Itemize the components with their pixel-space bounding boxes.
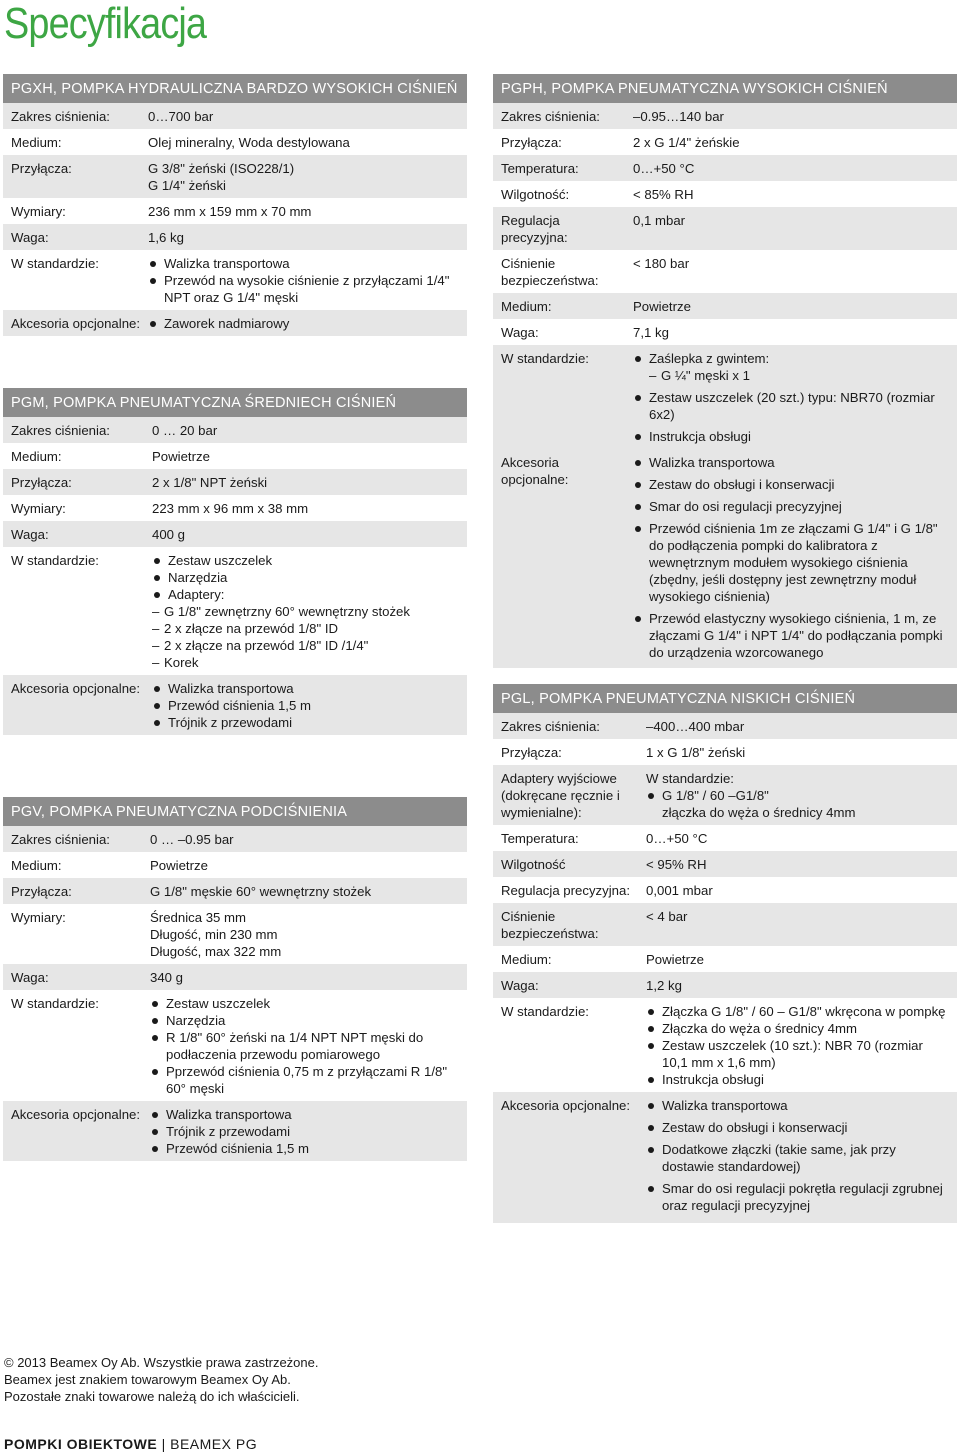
spec-row-pressure: Zakres ciśnienia: –0.95…140 bar bbox=[493, 103, 957, 129]
list-item: Zestaw do obsługi i konserwacji bbox=[633, 476, 951, 493]
list-item: Narzędzia bbox=[150, 1012, 461, 1029]
list-item: Walizka transportowa bbox=[150, 1106, 461, 1123]
list-item: Zaślepka z gwintem: – G ¼" męski x 1 bbox=[633, 350, 951, 384]
list-item: Przewód ciśnienia 1,5 m bbox=[150, 1140, 461, 1157]
trademark-text: Beamex jest znakiem towarowym Beamex Oy Ab. bbox=[4, 1372, 291, 1387]
spec-row-optional: Akcesoria opcjonalne: Walizka transportowa Zestaw do obsługi i konserwacji Smar do osi regulacji precyzyjnej Przewód ciśnienia 1m ze złączami G 1/4" i G 1/8" do podłączenia pompki do kalibratora z wewnętrznym modułem wysokiego ciśnienia (zbędny, jeśli dostępny jest zewnętrzny moduł wysokiego ciśnienia) Przewód elastyczny wysokiego ciśnienia, 1 m, ze złączami G 1/4" i NPT 1/4" do podłączania pompki do urządzenia wzorcowanego bbox=[493, 449, 957, 668]
spec-row-pressure: Zakres ciśnienia: –400…400 mbar bbox=[493, 713, 957, 739]
spec-row-optional: Akcesoria opcjonalne: Zaworek nadmiarowy bbox=[3, 310, 467, 336]
list-item: Smar do osi regulacji precyzyjnej bbox=[633, 498, 951, 515]
spec-row-optional: Akcesoria opcjonalne: Walizka transportowa Zestaw do obsługi i konserwacji Dodatkowe złączki (takie same, jak przy dostawie standardowej) Smar do osi regulacji pokrętła regulacji zgrubnej oraz regulacji precyzyjnej bbox=[493, 1092, 957, 1223]
spec-row-pressure: Zakres ciśnienia: 0 … –0.95 bar bbox=[3, 826, 467, 852]
spec-row-dimensions: Wymiary: 236 mm x 159 mm x 70 mm bbox=[11, 204, 312, 219]
copyright-text: © 2013 Beamex Oy Ab. Wszystkie prawa zastrzeżone. bbox=[4, 1355, 319, 1370]
spec-row-medium: Medium: Powietrze bbox=[11, 858, 208, 873]
spec-row-connections: Przyłącza: 2 x 1/8" NPT żeński bbox=[3, 469, 467, 495]
list-item: Trójnik z przewodami bbox=[152, 714, 461, 731]
spec-row-standard: W standardzie: Zaślepka z gwintem: – G ¼" męski x 1 Zestaw uszczelek (20 szt.) typu: NBR70 (rozmiar 6x2) Instrukcja obsługi bbox=[493, 345, 957, 449]
spec-row-fine-adjust: Regulacja precyzyjna: 0,1 mbar bbox=[493, 207, 957, 250]
spec-row-connections: Przyłącza: G 3/8" żeński (ISO228/1) G 1/4" żeński bbox=[3, 155, 467, 198]
pgm-section bbox=[3, 388, 467, 735]
spec-row-medium: Medium: Powietrze bbox=[11, 449, 210, 464]
spec-row-standard: W standardzie: Zestaw uszczelek Narzędzia Adaptery: – G 1/8" zewnętrzny 60° wewnętrzny stożek – 2 x złącze na przewód 1/8" ID – 2 x złącze na przewód 1/8" ID /1/4" – Korek bbox=[3, 547, 467, 675]
sub-list-item: – G 1/8" zewnętrzny 60° wewnętrzny stożek bbox=[152, 603, 461, 620]
spec-row-weight: Waga: 400 g bbox=[3, 521, 467, 547]
sub-list-item: – 2 x złącze na przewód 1/8" ID bbox=[152, 620, 461, 637]
list-item: Smar do osi regulacji pokrętła regulacji zgrubnej oraz regulacji precyzyjnej bbox=[646, 1180, 951, 1214]
list-item: Zestaw uszczelek (10 szt.): NBR 70 (rozmiar 10,1 mm x 1,6 mm) bbox=[646, 1037, 951, 1071]
section-title: PGL, POMPKA PNEUMATYCZNA NISKICH CIŚNIEŃ bbox=[493, 684, 957, 713]
list-item: Przewód ciśnienia 1m ze złączami G 1/4" i G 1/8" do podłączenia pompki do kalibratora z wewnętrznym modułem wysokiego ciśnienia (zbędny, jeśli dostępny jest zewnętrzny moduł wysokiego ciśnienia) bbox=[633, 520, 951, 605]
list-item: G 1/8" / 60 –G1/8" złączka do węża o średnicy 4mm bbox=[646, 787, 951, 821]
spec-row-weight: Waga: 1,6 kg bbox=[3, 224, 467, 250]
list-item: Złączka do węża o średnicy 4mm bbox=[646, 1020, 951, 1037]
list-item: Przewód elastyczny wysokiego ciśnienia, 1 m, ze złączami G 1/4" i NPT 1/4" do podłączania pompki do urządzenia wzorcowanego bbox=[633, 610, 951, 661]
spec-row-pressure: Zakres ciśnienia: 0 … 20 bar bbox=[3, 417, 467, 443]
list-item: Złączka G 1/8" / 60 – G1/8" wkręcona w pompkę bbox=[646, 1003, 951, 1020]
spec-row-humidity: Wilgotność: < 85% RH bbox=[501, 187, 694, 202]
list-item: Zestaw uszczelek (20 szt.) typu: NBR70 (rozmiar 6x2) bbox=[633, 389, 951, 423]
spec-row-medium: Medium: Powietrze bbox=[501, 952, 704, 967]
spec-row-pressure: Zakres ciśnienia: 0…700 bar bbox=[3, 103, 467, 129]
spec-row-connections: Przyłącza: 2 x G 1/4" żeńskie bbox=[501, 135, 740, 150]
spec-row-safety-pressure: Ciśnienie bezpieczeństwa: < 4 bar bbox=[493, 903, 957, 946]
spec-row-standard: W standardzie: Zestaw uszczelek Narzędzia R 1/8" 60° żeński na 1/4 NPT NPT męski do podłaczenia przewodu pomiarowego Pprzewód ciśnienia 0,75 m z przyłączami R 1/8" 60° męski bbox=[3, 990, 467, 1101]
list-item: Zestaw uszczelek bbox=[150, 995, 461, 1012]
list-item: Przewód ciśnienia 1,5 m bbox=[152, 697, 461, 714]
sub-list-item: – 2 x złącze na przewód 1/8" ID /1/4" bbox=[152, 637, 461, 654]
list-item: Walizka transportowa bbox=[646, 1097, 951, 1114]
spec-row-weight: Waga: 1,2 kg bbox=[493, 972, 957, 998]
section-title: PGPH, POMPKA PNEUMATYCZNA WYSOKICH CIŚNIEŃ bbox=[493, 74, 957, 103]
spec-row-optional: Akcesoria opcjonalne: Walizka transportowa Przewód ciśnienia 1,5 m Trójnik z przewodami bbox=[3, 675, 467, 735]
list-item: Instrukcja obsługi bbox=[646, 1071, 951, 1088]
spec-row-connections: Przyłącza: G 1/8" męskie 60° wewnętrzny stożek bbox=[3, 878, 467, 904]
spec-row-weight: Waga: 7,1 kg bbox=[501, 325, 669, 340]
spec-row-temperature: Temperatura: 0…+50 °C bbox=[493, 155, 957, 181]
pgph-section bbox=[493, 74, 957, 668]
list-item: Walizka transportowa bbox=[633, 454, 951, 471]
other-trademarks-text: Pozostałe znaki towarowe należą do ich właścicieli. bbox=[4, 1389, 300, 1404]
list-item: Walizka transportowa bbox=[148, 255, 461, 272]
spec-row-medium: Medium: Powietrze bbox=[493, 293, 957, 319]
spec-row-safety-pressure: Ciśnienie bezpieczeństwa: < 180 bar bbox=[501, 256, 690, 288]
list-item: Zestaw uszczelek bbox=[152, 552, 461, 569]
spec-row-dimensions: Wymiary: Średnica 35 mm Długość, min 230 mm Długość, max 322 mm bbox=[11, 910, 282, 959]
list-item: Zaworek nadmiarowy bbox=[148, 315, 461, 332]
spec-row-standard: W standardzie: Złączka G 1/8" / 60 – G1/8" wkręcona w pompkę Złączka do węża o średnicy 4mm Zestaw uszczelek (10 szt.): NBR 70 (rozmiar 10,1 mm x 1,6 mm) Instrukcja obsługi bbox=[493, 998, 957, 1092]
spec-row-medium: Medium: Olej mineralny, Woda destylowana bbox=[11, 135, 350, 150]
spec-row-temperature: Temperatura: 0…+50 °C bbox=[501, 831, 708, 846]
pgl-section bbox=[493, 684, 957, 1223]
section-title: PGM, POMPKA PNEUMATYCZNA ŚREDNIECH CIŚNIEŃ bbox=[3, 388, 467, 417]
spec-row-connections: Przyłącza: 1 x G 1/8" żeński bbox=[501, 745, 746, 760]
spec-row-dimensions: Wymiary: 223 mm x 96 mm x 38 mm bbox=[11, 501, 309, 516]
sub-list-item: – Korek bbox=[152, 654, 461, 671]
spec-row-adapters: Adaptery wyjściowe (dokręcane ręcznie i wymienialne): W standardzie: G 1/8" / 60 –G1/8" złączka do węża o średnicy 4mm bbox=[493, 765, 957, 825]
list-item: Instrukcja obsługi bbox=[633, 428, 951, 445]
list-item: Dodatkowe złączki (takie same, jak przy dostawie standardowej) bbox=[646, 1141, 951, 1175]
section-title: PGXH, POMPKA HYDRAULICZNA BARDZO WYSOKICH CIŚNIEŃ bbox=[3, 74, 467, 103]
spec-row-fine-adjust: Regulacja precyzyjna: 0,001 mbar bbox=[501, 883, 713, 898]
spec-row-humidity: Wilgotność < 95% RH bbox=[493, 851, 957, 877]
list-item: R 1/8" 60° żeński na 1/4 NPT NPT męski do podłaczenia przewodu pomiarowego bbox=[150, 1029, 461, 1063]
list-item: Zestaw do obsługi i konserwacji bbox=[646, 1119, 951, 1136]
footer-legal bbox=[4, 1354, 319, 1405]
list-item: Walizka transportowa bbox=[152, 680, 461, 697]
pgxh-section bbox=[3, 74, 467, 336]
spec-row-weight: Waga: 340 g bbox=[3, 964, 467, 990]
list-item: Trójnik z przewodami bbox=[150, 1123, 461, 1140]
footer-brand: POMPKI OBIEKTOWE | BEAMEX PG bbox=[4, 1436, 258, 1452]
spec-row-optional: Akcesoria opcjonalne: Walizka transportowa Trójnik z przewodami Przewód ciśnienia 1,5 m bbox=[3, 1101, 467, 1161]
section-title: PGV, POMPKA PNEUMATYCZNA PODCIŚNIENIA bbox=[3, 797, 467, 826]
list-item: Adaptery: bbox=[152, 586, 461, 603]
sub-list-item: – G ¼" męski x 1 bbox=[649, 368, 750, 383]
list-item: Przewód na wysokie ciśnienie z przyłączami 1/4" NPT oraz G 1/4" męski bbox=[148, 272, 461, 306]
list-item: Pprzewód ciśnienia 0,75 m z przyłączami R 1/8" 60° męski bbox=[150, 1063, 461, 1097]
pgv-section bbox=[3, 797, 467, 1161]
page-title: Specyfikacja bbox=[4, 0, 207, 48]
list-item: Narzędzia bbox=[152, 569, 461, 586]
spec-row-standard: W standardzie: Walizka transportowa Przewód na wysokie ciśnienie z przyłączami 1/4" NPT oraz G 1/4" męski bbox=[3, 250, 467, 310]
